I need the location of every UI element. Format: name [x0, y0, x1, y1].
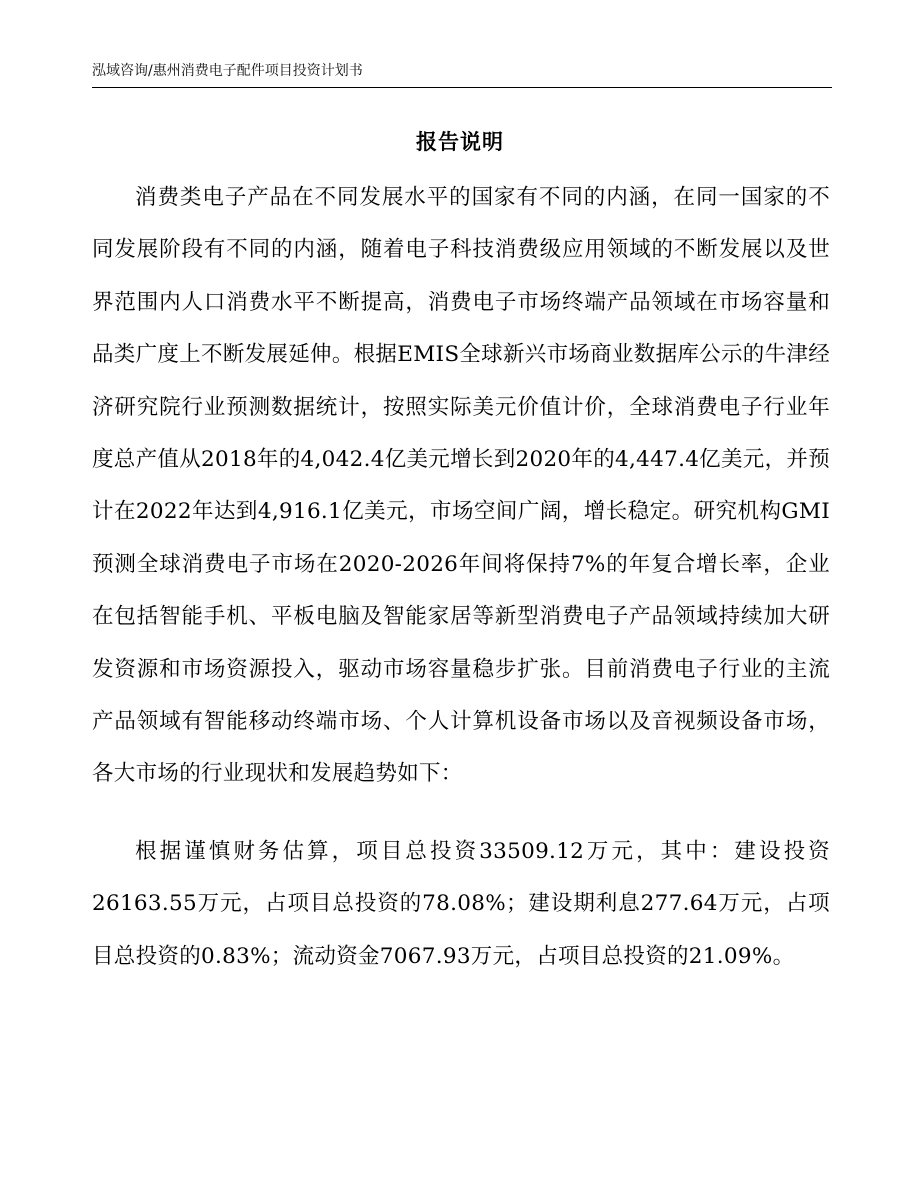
body-paragraph-market-overview: 消费类电子产品在不同发展水平的国家有不同的内涵，在同一国家的不同发展阶段有不同的内涵，随着电子科技消费级应用领域的不断发展以及世界范围内人口消费水平不断提高，消费电子市场终端产品领域在市场容量和品类广度上不断发展延伸。根据EMIS全球新兴市场商业数据库公示的牛津经济研究院行业预测数据统计，按照实际美元价值计价，全球消费电子行业年度总产值从2018年的4,042.4亿美元增长到2020年的4,447.4亿美元，并预计在2022年达到4,916.1亿美元，市场空间广阔，增长稳定。研究机构GMI预测全球消费电子市场在2020-2026年间将保持7%的年复合增长率，企业在包括智能手机、平板电脑及智能家居等新型消费电子产品领域持续加大研发资源和市场资源投入，驱动市场容量稳步扩张。目前消费电子行业的主流产品领域有智能移动终端市场、个人计算机设备市场以及音视频设备市场，各大市场的行业现状和发展趋势如下：: [92, 185, 830, 787]
running-header: [92, 60, 832, 88]
running-header-text: 泓域咨询/惠州消费电子配件项目投资计划书: [92, 63, 363, 79]
body-paragraph-investment-summary: 根据谨慎财务估算，项目总投资33509.12万元，其中：建设投资26163.55万元，占项目总投资的78.08%；建设期利息277.64万元，占项目总投资的0.83%；流动资金7067.93万元，占项目总投资的21.09%。: [92, 839, 830, 969]
page-title: 报告说明: [416, 130, 504, 154]
